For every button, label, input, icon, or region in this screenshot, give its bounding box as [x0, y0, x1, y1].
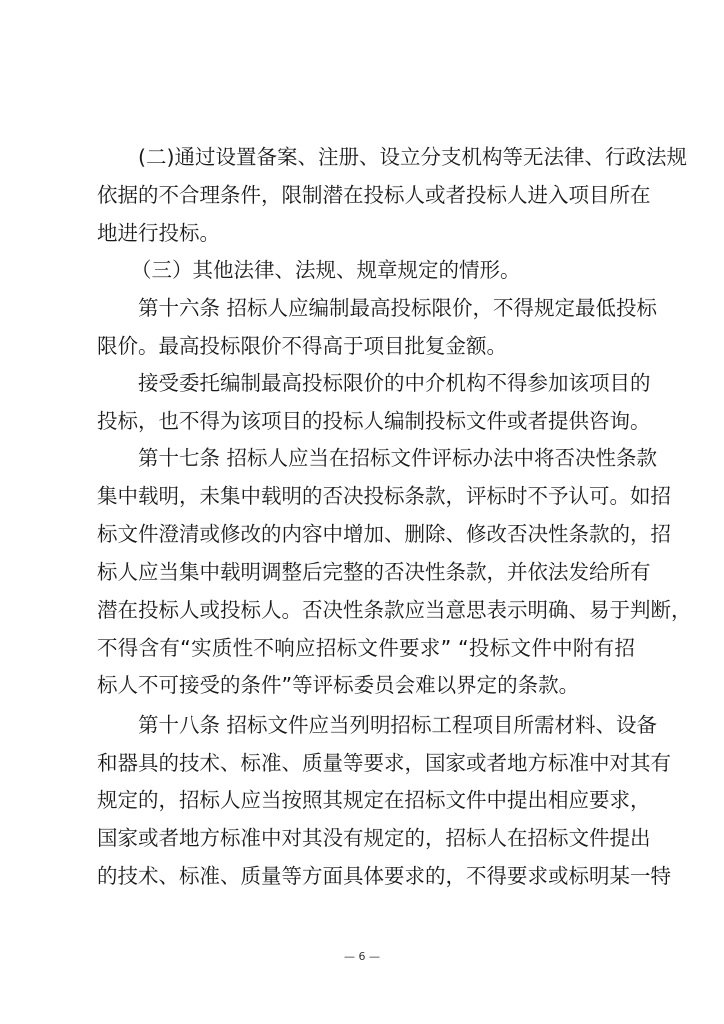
paragraph-line: 潜在投标人或投标人。否决性条款应当意思表示明确、易于判断，	[97, 598, 692, 622]
page-number: — 6 —	[344, 950, 380, 963]
paragraph-line: 依据的不合理条件，限制潜在投标人或者投标人进入项目所在	[97, 183, 651, 207]
paragraph-line: 地进行投标。	[97, 221, 220, 245]
paragraph-line: 标人不可接受的条件”等评标委员会难以界定的条款。	[97, 673, 580, 697]
article-16-heading-line: 第十六条 招标人应编制最高投标限价，不得规定最低投标	[138, 296, 658, 320]
paragraph-line: 国家或者地方标准中对其没有规定的，招标人在招标文件提出	[97, 826, 651, 850]
paragraph-line: 集中载明，未集中载明的否决投标条款，评标时不予认可。如招	[97, 484, 671, 508]
paragraph-line: 规定的，招标人应当按照其规定在招标文件中提出相应要求，	[97, 788, 651, 812]
paragraph-line: 标人应当集中载明调整后完整的否决性条款，并依法发给所有	[97, 560, 651, 584]
paragraph-line: （三）其他法律、法规、规章规定的情形。	[131, 258, 521, 282]
paragraph-line: 和器具的技术、标准、质量等要求，国家或者地方标准中对其有	[97, 751, 671, 775]
article-18-heading-line: 第十八条 招标文件应当列明招标工程项目所需材料、设备	[138, 713, 658, 737]
paragraph-line: 限价。最高投标限价不得高于项目批复金额。	[97, 334, 507, 358]
paragraph-line: (二)通过设置备案、注册、设立分支机构等无法律、行政法规	[138, 145, 687, 169]
paragraph-line: 标文件澄清或修改的内容中增加、删除、修改否决性条款的，招	[97, 522, 671, 546]
article-17-heading-line: 第十七条 招标人应当在招标文件评标办法中将否决性条款	[138, 446, 658, 470]
paragraph-line: 不得含有“实质性不响应招标文件要求” “投标文件中附有招	[97, 636, 635, 660]
paragraph-line: 投标，也不得为该项目的投标人编制投标文件或者提供咨询。	[97, 409, 651, 433]
paragraph-line: 的技术、标准、质量等方面具体要求的，不得要求或标明某一特	[97, 864, 671, 888]
paragraph-line: 接受委托编制最高投标限价的中介机构不得参加该项目的	[138, 371, 651, 395]
